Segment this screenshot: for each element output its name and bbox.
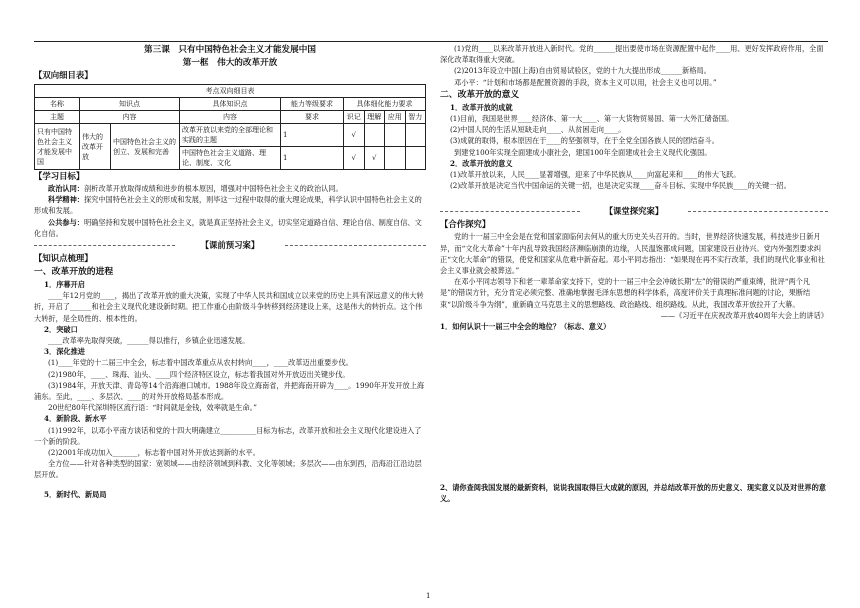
left-column: [34, 40, 426, 500]
page-number: 1: [426, 592, 431, 600]
goal-text: 明确坚持和发展中国特色社会主义，就是真正坚持社会主义，切实坚定道路自信、理论自信、制度自信、文化自信。: [34, 217, 422, 238]
table-subheader-cell: 主题: [35, 111, 80, 124]
item-heading: 2．突破口: [44, 324, 78, 334]
table-header-cell: 名称: [35, 98, 80, 111]
preview-title: 【课前预习案】: [34, 239, 426, 252]
table-header-cell: 具体细化能力要求: [344, 98, 426, 111]
check-cell: √: [344, 124, 365, 147]
check-cell: [364, 124, 385, 147]
check-cell: [405, 147, 426, 170]
item-paragraph: (1)____年党的十二届三中全会，标志着中国改革重点从农村转向____，____改革迈出重要步伐。: [48, 358, 353, 368]
content-cell: 中国特色社会主义的创立、发展和完善: [111, 124, 180, 170]
item-paragraph: (2)1980年，____、珠海、汕头、____四个经济特区设立，标志着我国对外开放迈出关键步伐。: [48, 369, 350, 379]
intro-paragraph: 邓小平：“计划和市场都是配置资源的手段，资本主义可以用，社会主义也可以用。”: [454, 77, 717, 87]
answer-space: [440, 332, 828, 482]
goal-label: 科学精神：: [48, 195, 84, 205]
goal-text: 剖析改革开放取得成绩和进步的根本原因，增强对中国特色社会主义的政治认同。: [83, 184, 343, 193]
part1-heading: 一、改革开放的进程: [34, 267, 114, 278]
item-paragraph: ____年12月党的____，揭出了改革开放的重大决策，实现了中华人民共和国成立以来党的历史上具有深远意义的伟大转折，开启了______和社会主义现代化建设新时期。把工作重心由阶级斗争转移到经济建设上来，这是伟大的转折点。这个伟大转折，是全局性的、根本性的。: [34, 291, 424, 323]
question-1: 1．如何认识十一届三中全会的地位？（标志、意义）: [440, 322, 611, 332]
table-subheader-cell: 应用: [385, 111, 406, 124]
specific-cell: 中国特色社会主义道路、理论、制度、文化: [180, 147, 281, 170]
check-cell: [405, 124, 426, 147]
table-subheader-cell: 内容: [180, 111, 281, 124]
meaning-item: (2)改革开放是决定当代中国命运的关键一招，也是决定实现____奋斗目标、实现中华民族____的关键一招。: [450, 181, 791, 191]
lesson-subtitle: 第一框 伟大的改革开放: [182, 58, 278, 68]
check-cell: [385, 147, 406, 170]
table-subheader-cell: 内容: [80, 111, 180, 124]
lesson-title: 第三课 只有中国特色社会主义才能发展中国: [144, 45, 316, 55]
item-paragraph: (1)1992年，以邓小平南方谈话和党的十四大明确建立__________目标为标志，改革开放和社会主义现代化建设进入了一个新的阶段。: [34, 425, 422, 446]
two-way-heading: 【双向细目表】: [34, 70, 93, 80]
check-cell: √: [344, 147, 365, 170]
goal-text: 探究中国特色社会主义的形成和发展，则毕这一过程中取得的重大理论成果，科学认识中国特色社会主义的形成和发展。: [34, 195, 422, 216]
check-cell: √: [364, 147, 385, 170]
table-subheader-cell: 智力: [405, 111, 426, 124]
goal-label: 政治认同：: [48, 184, 84, 193]
achievement-item: (1)目前，我国是世界____经济体、第一大____、第一大货物贸易国、第一大外汇储备国。: [450, 114, 734, 124]
item-paragraph: (2)2001年成功加入_______，标志着中国对外开放达到新的水平。: [48, 448, 260, 458]
sub-heading: 2．改革开放的意义: [450, 158, 513, 168]
table-subheader-cell: 理解: [364, 111, 385, 124]
intro-paragraph: (1)党的____以来改革开放进入新时代。党的______提出要使市场在资源配置中起作____用、更好发挥政府作用，全面深化改革取得重大突破。: [440, 44, 824, 65]
goal-item: [34, 194, 426, 216]
table-header-cell: 具体知识点: [180, 98, 281, 111]
table-caption: 考点双向细目表: [35, 85, 426, 98]
item-paragraph: (3)1984年，开放天津、青岛等14个沿海港口城市。1988年设立海南省，并把海南开辟为____。1990年开发开放上海浦东。至此，____、多层次、____的对外开放格局基本形成。: [34, 380, 425, 402]
level-cell: 1: [281, 147, 344, 170]
theme-cell: 只有中国特色社会主义才能发展中国: [35, 124, 80, 170]
item-paragraph: 20世纪80年代深圳特区流行语：“时间就是金钱，效率就是生命。”: [48, 403, 257, 413]
goal-item: [34, 183, 426, 194]
achievement-item: (2)中国人民的生活从短缺走向____、从贫困走向____。: [450, 125, 626, 135]
goal-label: 公共参与：: [48, 217, 84, 227]
item-heading: 5．新时代、新局局: [44, 489, 107, 499]
material-paragraph: 在邓小平同志领导下和老一辈革命家支持下，党的十一届三中全会冲破长期“左”的错误的严重束缚，批评“两个凡是”的错误方针，充分肯定必须完整、准确地掌握毛泽东思想的科学体系，高度评价关于真理标准问题的讨论，果断结束“以阶级斗争为纲”，重新确立马克思主义的思想路线、政治路线、组织路线。从此，我国改革开放拉开了大幕。: [440, 277, 811, 309]
item-paragraph: ____改革率先取得突破，______得以推行，乡镇企业迅速发展。: [48, 336, 250, 346]
material-paragraph: 党的十一届三中全会是在党和国家面临何去何从的重大历史关头召开的。当时，世界经济快速发展，科技进步日新月异，而“文化大革命”十年内乱导致我国经济濒临崩溃的边缘，人民温饱都成问题，国家建设百业待兴。党内外强烈要求纠正“文化大革命”的错误，使党和国家从危难中新奋起。邓小平同志指出：“如果现在再不实行改革，我们的现代化事业和社会主义事业就会被葬送。”: [440, 232, 825, 276]
meaning-item: (1)改革开放以来，人民____显著增强，迎来了中华民族从____向富起来和____的伟大飞跃。: [450, 170, 741, 180]
table-header-cell: 能力等级要求: [281, 98, 344, 111]
intro-paragraph: (2)2013年设立中国(上海)自由贸易试验区，党的十九大提出形成______新格局。: [454, 66, 711, 76]
check-cell: [385, 124, 406, 147]
material-source: ——《习近平在庆祝改革开放40周年大会上的讲话》: [660, 310, 828, 320]
achievement-item: (3)成就的取得，根本原因在于____的坚强领导，在于全党全国各族人民的团结奋斗。: [450, 136, 719, 146]
part2-heading: 二、改革开放的意义: [440, 89, 520, 100]
item-heading: 1．序幕开启: [44, 280, 85, 290]
table-row: [35, 124, 426, 147]
goal-item: [34, 217, 426, 239]
specific-cell: 改革开放以来党的全部理论和实践的主题: [180, 124, 281, 147]
goals-heading: 【学习目标】: [34, 171, 85, 181]
two-way-table: [34, 84, 426, 170]
table-header-cell: 知识点: [80, 98, 180, 111]
knowledge-cell: 伟大的改革开放: [80, 124, 111, 170]
outline-heading: 【知识点梳理】: [34, 253, 93, 264]
sub-heading: 1．改革开放的成就: [450, 102, 513, 112]
coop-heading: 【合作探究】: [440, 219, 491, 230]
item-heading: 4．新阶段、新水平: [44, 414, 107, 424]
level-cell: 1: [281, 124, 344, 147]
right-column: [440, 40, 828, 505]
item-paragraph: 全方位——针对各种类型的国家：宽领域——由经济领域到科教、文化等领域；多层次——由东到西，沿海沿江沿边层层开放。: [34, 459, 422, 480]
table-subheader-cell: 识记: [344, 111, 365, 124]
question-2: 2、请你查阅我国发展的最新资料，说说我国取得巨大成就的原因，并总结改革开放的历史意义、现实意义以及对世界的意义。: [440, 483, 826, 504]
table-subheader-cell: 要求: [281, 111, 344, 124]
achievement-item: 到建党100年实现全面建成小康社会，建国100年全面建成社会主义现代化强国。: [454, 147, 712, 157]
item-heading: 3．深化推进: [44, 347, 85, 357]
explore-title: 【课堂探究案】: [440, 205, 828, 218]
